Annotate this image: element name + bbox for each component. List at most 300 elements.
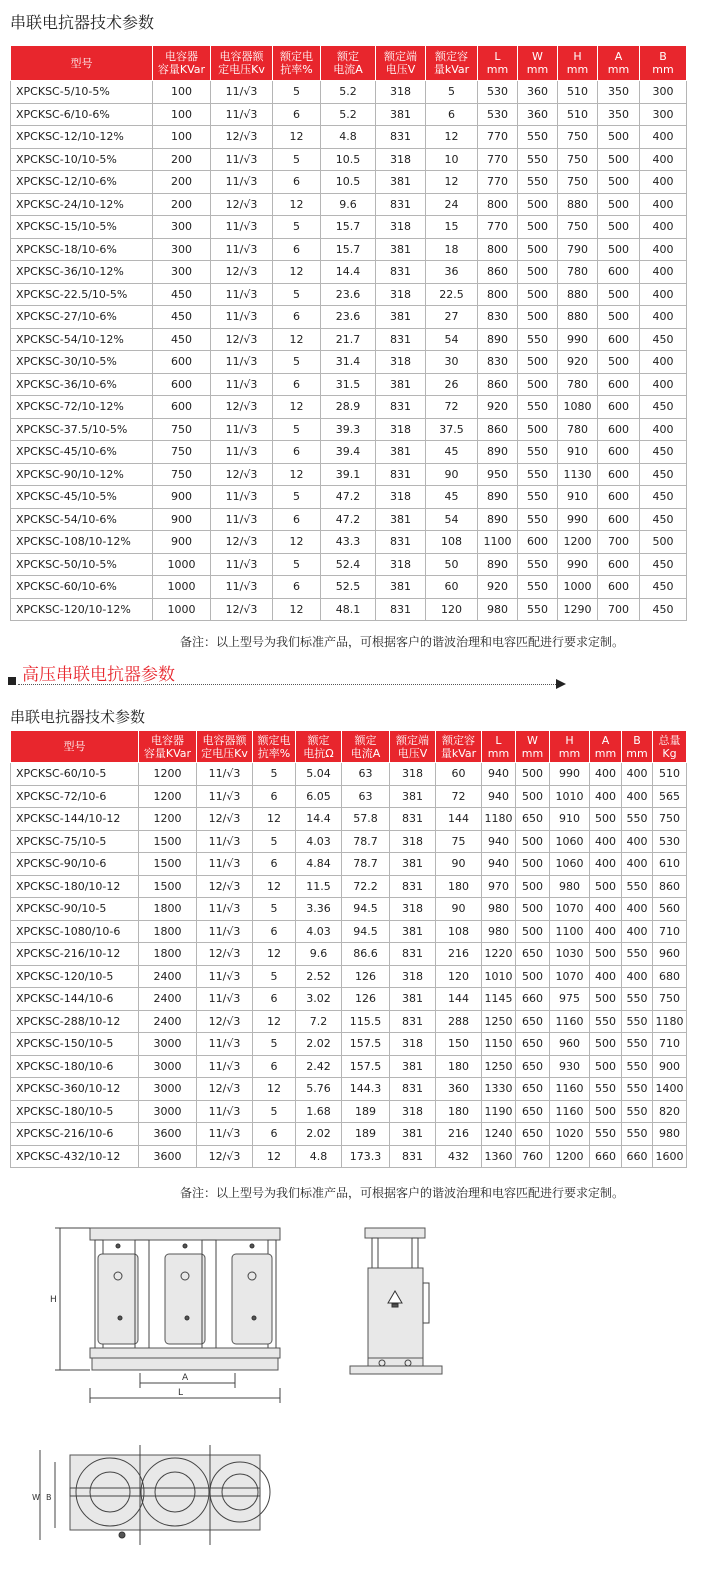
value-cell: 1250 xyxy=(482,1010,516,1033)
value-cell: 157.5 xyxy=(342,1055,390,1078)
value-cell: 600 xyxy=(598,418,640,441)
value-cell: 11/√3 xyxy=(211,508,273,531)
value-cell: 54 xyxy=(426,328,478,351)
value-cell: 100 xyxy=(153,103,211,126)
value-cell: 880 xyxy=(558,193,598,216)
value-cell: 450 xyxy=(640,396,687,419)
model-cell: XPCKSC-120/10-12% xyxy=(11,598,153,621)
value-cell: 660 xyxy=(622,1145,653,1168)
value-cell: 5 xyxy=(253,830,296,853)
value-cell: 47.2 xyxy=(321,508,376,531)
value-cell: 600 xyxy=(518,531,558,554)
value-cell: 26 xyxy=(426,373,478,396)
value-cell: 900 xyxy=(153,508,211,531)
value-cell: 831 xyxy=(376,328,426,351)
value-cell: 381 xyxy=(390,1055,436,1078)
value-cell: 700 xyxy=(598,531,640,554)
value-cell: 940 xyxy=(482,853,516,876)
value-cell: 6 xyxy=(273,171,321,194)
column-header-line: mm xyxy=(607,63,630,76)
model-cell: XPCKSC-360/10-12 xyxy=(11,1078,139,1101)
value-cell: 11/√3 xyxy=(211,553,273,576)
model-cell: XPCKSC-432/10-12 xyxy=(11,1145,139,1168)
column-header-line: 额定端 xyxy=(396,733,429,747)
value-cell: 11/√3 xyxy=(211,486,273,509)
value-cell: 2400 xyxy=(139,965,197,988)
table1-note: 备注：以上型号为我们标准产品，可根据客户的谐波治理和电容匹配进行要求定制。 xyxy=(180,635,625,649)
value-cell: 318 xyxy=(376,283,426,306)
table-row xyxy=(11,1123,687,1146)
value-cell: 1200 xyxy=(550,1145,590,1168)
value-cell: 910 xyxy=(558,486,598,509)
table-row xyxy=(11,103,687,126)
value-cell: 3000 xyxy=(139,1033,197,1056)
value-cell: 120 xyxy=(436,965,482,988)
table-row xyxy=(11,875,687,898)
table-row xyxy=(11,283,687,306)
value-cell: 890 xyxy=(478,328,518,351)
value-cell: 2400 xyxy=(139,1010,197,1033)
value-cell: 11/√3 xyxy=(197,965,253,988)
value-cell: 11/√3 xyxy=(211,216,273,239)
column-header-line: W xyxy=(532,50,543,63)
value-cell: 400 xyxy=(640,306,687,329)
column-header xyxy=(550,731,590,763)
value-cell: 530 xyxy=(478,81,518,104)
model-cell: XPCKSC-45/10-6% xyxy=(11,441,153,464)
column-header xyxy=(139,731,197,763)
value-cell: 831 xyxy=(376,261,426,284)
table-row xyxy=(11,396,687,419)
value-cell: 400 xyxy=(640,418,687,441)
value-cell: 1150 xyxy=(482,1033,516,1056)
value-cell: 108 xyxy=(436,920,482,943)
value-cell: 100 xyxy=(153,126,211,149)
value-cell: 1000 xyxy=(558,576,598,599)
table-row xyxy=(11,1100,687,1123)
value-cell: 5 xyxy=(273,148,321,171)
value-cell: 318 xyxy=(390,898,436,921)
value-cell: 400 xyxy=(622,920,653,943)
value-cell: 900 xyxy=(153,486,211,509)
value-cell: 1200 xyxy=(558,531,598,554)
value-cell: 1100 xyxy=(478,531,518,554)
model-cell: XPCKSC-15/10-5% xyxy=(11,216,153,239)
column-header-line: 电压V xyxy=(397,746,428,760)
column-header xyxy=(273,46,321,81)
value-cell: 1600 xyxy=(653,1145,687,1168)
value-cell: 37.5 xyxy=(426,418,478,441)
value-cell: 400 xyxy=(640,193,687,216)
value-cell: 1190 xyxy=(482,1100,516,1123)
value-cell: 31.5 xyxy=(321,373,376,396)
value-cell: 940 xyxy=(482,830,516,853)
value-cell: 63 xyxy=(342,763,390,786)
value-cell: 1.68 xyxy=(296,1100,342,1123)
value-cell: 48.1 xyxy=(321,598,376,621)
value-cell: 6 xyxy=(273,441,321,464)
value-cell: 860 xyxy=(478,373,518,396)
column-header-line: 额定容 xyxy=(435,50,468,63)
column-header xyxy=(426,46,478,81)
value-cell: 52.4 xyxy=(321,553,376,576)
value-cell: 1160 xyxy=(550,1010,590,1033)
value-cell: 500 xyxy=(598,351,640,374)
value-cell: 400 xyxy=(622,898,653,921)
value-cell: 820 xyxy=(653,1100,687,1123)
value-cell: 78.7 xyxy=(342,830,390,853)
value-cell: 600 xyxy=(153,396,211,419)
value-cell: 7.2 xyxy=(296,1010,342,1033)
value-cell: 990 xyxy=(550,763,590,786)
value-cell: 28.9 xyxy=(321,396,376,419)
value-cell: 300 xyxy=(153,216,211,239)
value-cell: 500 xyxy=(518,351,558,374)
table-row xyxy=(11,943,687,966)
value-cell: 750 xyxy=(153,441,211,464)
column-header xyxy=(558,46,598,81)
value-cell: 11/√3 xyxy=(197,785,253,808)
column-header xyxy=(197,731,253,763)
value-cell: 381 xyxy=(390,853,436,876)
value-cell: 960 xyxy=(550,1033,590,1056)
value-cell: 450 xyxy=(640,553,687,576)
value-cell: 500 xyxy=(518,261,558,284)
value-cell: 189 xyxy=(342,1123,390,1146)
value-cell: 650 xyxy=(516,1123,550,1146)
value-cell: 400 xyxy=(590,830,622,853)
value-cell: 400 xyxy=(622,763,653,786)
value-cell: 1010 xyxy=(550,785,590,808)
value-cell: 381 xyxy=(390,1123,436,1146)
value-cell: 318 xyxy=(390,1100,436,1123)
value-cell: 400 xyxy=(590,965,622,988)
value-cell: 1080 xyxy=(558,396,598,419)
value-cell: 12 xyxy=(273,531,321,554)
value-cell: 381 xyxy=(376,373,426,396)
value-cell: 680 xyxy=(653,965,687,988)
value-cell: 790 xyxy=(558,238,598,261)
value-cell: 750 xyxy=(153,463,211,486)
value-cell: 2.02 xyxy=(296,1033,342,1056)
value-cell: 12/√3 xyxy=(197,1145,253,1168)
value-cell: 60 xyxy=(426,576,478,599)
value-cell: 600 xyxy=(598,441,640,464)
model-cell: XPCKSC-12/10-6% xyxy=(11,171,153,194)
value-cell: 600 xyxy=(598,553,640,576)
value-cell: 318 xyxy=(390,965,436,988)
value-cell: 750 xyxy=(558,171,598,194)
value-cell: 86.6 xyxy=(342,943,390,966)
value-cell: 11/√3 xyxy=(211,238,273,261)
table-row xyxy=(11,763,687,786)
value-cell: 550 xyxy=(518,576,558,599)
value-cell: 600 xyxy=(598,508,640,531)
value-cell: 500 xyxy=(598,216,640,239)
value-cell: 550 xyxy=(518,171,558,194)
value-cell: 750 xyxy=(558,126,598,149)
column-header-line: 定电压Kv xyxy=(218,63,265,76)
table-row xyxy=(11,1055,687,1078)
value-cell: 5 xyxy=(273,486,321,509)
value-cell: 3600 xyxy=(139,1123,197,1146)
value-cell: 550 xyxy=(518,463,558,486)
value-cell: 750 xyxy=(558,216,598,239)
model-cell: XPCKSC-36/10-6% xyxy=(11,373,153,396)
value-cell: 500 xyxy=(598,148,640,171)
value-cell: 1400 xyxy=(653,1078,687,1101)
value-cell: 500 xyxy=(516,898,550,921)
value-cell: 381 xyxy=(376,238,426,261)
value-cell: 72.2 xyxy=(342,875,390,898)
value-cell: 3000 xyxy=(139,1100,197,1123)
value-cell: 126 xyxy=(342,965,390,988)
model-cell: XPCKSC-90/10-6 xyxy=(11,853,139,876)
value-cell: 500 xyxy=(598,126,640,149)
value-cell: 31.4 xyxy=(321,351,376,374)
value-cell: 318 xyxy=(376,418,426,441)
value-cell: 900 xyxy=(653,1055,687,1078)
model-cell: XPCKSC-10/10-5% xyxy=(11,148,153,171)
column-header-line: L xyxy=(494,50,501,63)
value-cell: 12 xyxy=(273,126,321,149)
value-cell: 500 xyxy=(516,763,550,786)
value-cell: 970 xyxy=(482,875,516,898)
value-cell: 940 xyxy=(482,763,516,786)
value-cell: 3.36 xyxy=(296,898,342,921)
column-header-line: mm xyxy=(526,63,549,76)
value-cell: 4.84 xyxy=(296,853,342,876)
arrow-right-icon xyxy=(556,679,566,689)
value-cell: 6 xyxy=(273,238,321,261)
value-cell: 12/√3 xyxy=(197,1010,253,1033)
value-cell: 600 xyxy=(598,486,640,509)
value-cell: 1020 xyxy=(550,1123,590,1146)
model-cell: XPCKSC-90/10-12% xyxy=(11,463,153,486)
value-cell: 550 xyxy=(622,1100,653,1123)
value-cell: 300 xyxy=(153,261,211,284)
model-cell: XPCKSC-72/10-6 xyxy=(11,785,139,808)
width-label: W xyxy=(32,1493,40,1502)
value-cell: 126 xyxy=(342,988,390,1011)
value-cell: 3.02 xyxy=(296,988,342,1011)
value-cell: 11/√3 xyxy=(197,920,253,943)
model-cell: XPCKSC-12/10-12% xyxy=(11,126,153,149)
column-header-line: 量kVar xyxy=(440,746,477,760)
value-cell: 450 xyxy=(640,598,687,621)
value-cell: 318 xyxy=(376,148,426,171)
table-row xyxy=(11,418,687,441)
value-cell: 5 xyxy=(273,283,321,306)
value-cell: 72 xyxy=(426,396,478,419)
column-header-line: H xyxy=(573,50,582,63)
value-cell: 550 xyxy=(622,1078,653,1101)
table-row xyxy=(11,808,687,831)
value-cell: 9.6 xyxy=(321,193,376,216)
table-row xyxy=(11,373,687,396)
value-cell: 600 xyxy=(153,351,211,374)
value-cell: 381 xyxy=(376,508,426,531)
value-cell: 1330 xyxy=(482,1078,516,1101)
value-cell: 12/√3 xyxy=(211,531,273,554)
value-cell: 500 xyxy=(518,306,558,329)
column-header-line: mm xyxy=(652,63,674,76)
value-cell: 831 xyxy=(390,1078,436,1101)
value-cell: 6 xyxy=(273,508,321,531)
value-cell: 157.5 xyxy=(342,1033,390,1056)
value-cell: 830 xyxy=(478,306,518,329)
value-cell: 15 xyxy=(426,216,478,239)
value-cell: 1070 xyxy=(550,965,590,988)
value-cell: 11/√3 xyxy=(211,373,273,396)
value-cell: 12 xyxy=(273,463,321,486)
value-cell: 90 xyxy=(436,898,482,921)
value-cell: 318 xyxy=(390,763,436,786)
value-cell: 980 xyxy=(550,875,590,898)
value-cell: 6 xyxy=(273,103,321,126)
value-cell: 450 xyxy=(640,576,687,599)
value-cell: 530 xyxy=(653,830,687,853)
value-cell: 1030 xyxy=(550,943,590,966)
value-cell: 200 xyxy=(153,171,211,194)
value-cell: 2.02 xyxy=(296,1123,342,1146)
value-cell: 90 xyxy=(436,853,482,876)
value-cell: 11/√3 xyxy=(197,1100,253,1123)
value-cell: 1500 xyxy=(139,853,197,876)
column-header xyxy=(390,731,436,763)
column-header-line: 额定端 xyxy=(384,50,417,63)
value-cell: 12 xyxy=(426,126,478,149)
value-cell: 530 xyxy=(478,103,518,126)
value-cell: 318 xyxy=(376,81,426,104)
table-row xyxy=(11,261,687,284)
value-cell: 3600 xyxy=(139,1145,197,1168)
table-row xyxy=(11,508,687,531)
value-cell: 980 xyxy=(482,898,516,921)
value-cell: 920 xyxy=(478,396,518,419)
value-cell: 450 xyxy=(640,508,687,531)
value-cell: 960 xyxy=(653,943,687,966)
value-cell: 550 xyxy=(590,1078,622,1101)
value-cell: 600 xyxy=(598,576,640,599)
value-cell: 11/√3 xyxy=(197,853,253,876)
table-row xyxy=(11,486,687,509)
value-cell: 920 xyxy=(558,351,598,374)
value-cell: 5 xyxy=(273,418,321,441)
column-header-line: 额定容 xyxy=(442,733,475,747)
value-cell: 6 xyxy=(273,306,321,329)
value-cell: 94.5 xyxy=(342,898,390,921)
value-cell: 450 xyxy=(640,486,687,509)
value-cell: 500 xyxy=(518,418,558,441)
value-cell: 150 xyxy=(436,1033,482,1056)
value-cell: 144 xyxy=(436,808,482,831)
column-header-line: 电容器额 xyxy=(202,733,247,747)
section-title: 高压串联电抗器参数 xyxy=(22,665,175,685)
value-cell: 400 xyxy=(622,965,653,988)
value-cell: 11/√3 xyxy=(197,1055,253,1078)
model-cell: XPCKSC-108/10-12% xyxy=(11,531,153,554)
value-cell: 22.5 xyxy=(426,283,478,306)
value-cell: 2.42 xyxy=(296,1055,342,1078)
value-cell: 400 xyxy=(590,920,622,943)
model-cell: XPCKSC-150/10-5 xyxy=(11,1033,139,1056)
value-cell: 831 xyxy=(390,1010,436,1033)
column-header-line: 抗率% xyxy=(257,746,291,760)
column-header-line: 电抗Ω xyxy=(303,746,334,760)
value-cell: 400 xyxy=(640,171,687,194)
table1-title: 串联电抗器技术参数 xyxy=(10,13,155,32)
value-cell: 990 xyxy=(558,553,598,576)
value-cell: 11/√3 xyxy=(211,306,273,329)
value-cell: 550 xyxy=(518,508,558,531)
value-cell: 890 xyxy=(478,441,518,464)
value-cell: 750 xyxy=(653,988,687,1011)
value-cell: 144.3 xyxy=(342,1078,390,1101)
model-cell: XPCKSC-6/10-6% xyxy=(11,103,153,126)
value-cell: 381 xyxy=(376,306,426,329)
value-cell: 5 xyxy=(253,1100,296,1123)
value-cell: 63 xyxy=(342,785,390,808)
value-cell: 381 xyxy=(390,920,436,943)
column-header-line: 额定 xyxy=(337,50,359,63)
value-cell: 11/√3 xyxy=(211,351,273,374)
value-cell: 770 xyxy=(478,126,518,149)
value-cell: 510 xyxy=(558,103,598,126)
value-cell: 1000 xyxy=(153,598,211,621)
value-cell: 75 xyxy=(436,830,482,853)
value-cell: 36 xyxy=(426,261,478,284)
value-cell: 5 xyxy=(253,898,296,921)
column-header xyxy=(482,731,516,763)
value-cell: 800 xyxy=(478,283,518,306)
value-cell: 11/√3 xyxy=(197,1033,253,1056)
value-cell: 1180 xyxy=(482,808,516,831)
value-cell: 550 xyxy=(622,1123,653,1146)
value-cell: 450 xyxy=(153,306,211,329)
top-view-drawing xyxy=(30,1440,290,1550)
value-cell: 780 xyxy=(558,373,598,396)
table-row xyxy=(11,965,687,988)
value-cell: 710 xyxy=(653,920,687,943)
value-cell: 11/√3 xyxy=(197,898,253,921)
value-cell: 600 xyxy=(153,373,211,396)
column-header-line: W xyxy=(527,733,538,747)
value-cell: 1500 xyxy=(139,830,197,853)
value-cell: 770 xyxy=(478,148,518,171)
table-row xyxy=(11,576,687,599)
column-header xyxy=(11,46,153,81)
value-cell: 318 xyxy=(390,830,436,853)
length-label: L xyxy=(178,1388,184,1398)
value-cell: 780 xyxy=(558,418,598,441)
value-cell: 12 xyxy=(273,396,321,419)
value-cell: 550 xyxy=(622,988,653,1011)
height-label: H xyxy=(50,1295,57,1305)
value-cell: 950 xyxy=(478,463,518,486)
value-cell: 800 xyxy=(478,193,518,216)
value-cell: 1800 xyxy=(139,943,197,966)
value-cell: 650 xyxy=(516,943,550,966)
value-cell: 288 xyxy=(436,1010,482,1033)
column-header xyxy=(211,46,273,81)
value-cell: 660 xyxy=(590,1145,622,1168)
value-cell: 750 xyxy=(153,418,211,441)
model-cell: XPCKSC-27/10-6% xyxy=(11,306,153,329)
value-cell: 12/√3 xyxy=(197,943,253,966)
value-cell: 565 xyxy=(653,785,687,808)
value-cell: 6 xyxy=(253,785,296,808)
